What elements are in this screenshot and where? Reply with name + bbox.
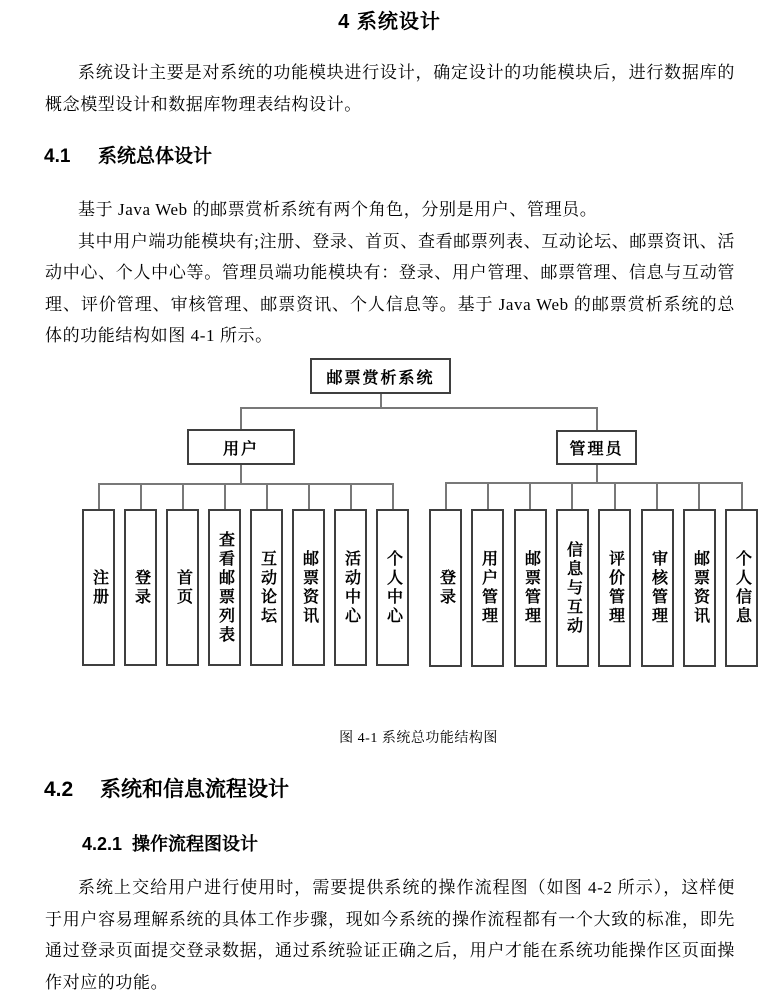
paragraph-intro — [45, 57, 735, 120]
section-title: 系统和信息流程设计 — [100, 778, 289, 801]
section-title: 系统总体设计 — [98, 146, 213, 167]
figure-caption: 图 4-1 系统总功能结构图 — [339, 731, 498, 746]
paragraph-text: 系统上交给用户进行使用时，需要提供系统的操作流程图（如图 4-2 所示），这样便于用户容易理解系统的具体工作步骤，现如今系统的操作流程都有一个大致的标准，即先通过登录页面提交登录数据，通过系统验证正确之后，用户才能在系统功能操作区页面操作对应的功能。 — [45, 878, 735, 992]
connector-line — [596, 465, 598, 482]
section-number: 4.2.1 — [82, 834, 123, 854]
diagram-leaf-label: 审核管理 — [649, 550, 667, 626]
diagram-leaf-label: 个人中心 — [384, 549, 402, 626]
diagram-leaf-node — [683, 509, 716, 667]
connector-line — [182, 483, 184, 509]
diagram-leaf-label: 注册 — [90, 568, 108, 607]
diagram-node-user: 用户 — [187, 429, 295, 465]
connector-line — [350, 483, 352, 509]
paragraph-text: 其中用户端功能模块有;注册、登录、首页、查看邮票列表、互动论坛、邮票资讯、活动中心、个人中心等。管理员端功能模块有：登录、用户管理、邮票管理、信息与互动管理、评价管理、审核管理、邮票资讯、个人信息等。基于 Java Web 的邮票赏析系统的总体的功能结构如图 4-1 所示。 — [45, 231, 735, 345]
section-number: 4.2 — [44, 778, 74, 801]
function-structure-diagram — [0, 352, 779, 692]
diagram-leaf-node — [166, 509, 199, 666]
connector-line — [98, 483, 100, 509]
diagram-leaf-label: 邮票资讯 — [300, 549, 318, 626]
diagram-leaf-label: 登录 — [132, 568, 150, 607]
connector-line — [99, 483, 393, 485]
diagram-leaf-node — [334, 509, 367, 666]
connector-line — [529, 482, 531, 509]
diagram-leaf-node — [598, 509, 631, 667]
diagram-leaf-label: 个人信息 — [733, 550, 751, 626]
diagram-node-admin: 管理员 — [556, 430, 637, 465]
paragraph-text: 系统设计主要是对系统的功能模块进行设计，确定设计的功能模块后，进行数据库的概念模型设计和数据库物理表结构设计。 — [45, 63, 735, 114]
diagram-leaf-node — [725, 509, 758, 667]
section-heading-4-1 — [44, 144, 212, 170]
diagram-node-root: 邮票赏析系统 — [310, 358, 451, 394]
diagram-leaf-node — [292, 509, 325, 666]
connector-line — [445, 482, 447, 509]
diagram-leaf-label: 互动论坛 — [258, 549, 276, 626]
section-title: 操作流程图设计 — [132, 834, 258, 854]
diagram-leaf-label: 活动中心 — [342, 549, 360, 626]
connector-line — [392, 483, 394, 509]
paragraph-text: 基于 Java Web 的邮票赏析系统有两个角色，分别是用户、管理员。 — [78, 200, 598, 219]
connector-line — [656, 482, 658, 509]
connector-line — [240, 407, 242, 429]
diagram-leaf-label: 首页 — [174, 568, 192, 607]
diagram-leaf-node — [250, 509, 283, 666]
connector-line — [446, 482, 742, 484]
diagram-leaf-label: 查看邮票列表 — [216, 530, 234, 645]
connector-line — [614, 482, 616, 509]
diagram-leaf-node — [471, 509, 504, 667]
connector-line — [266, 483, 268, 509]
diagram-leaf-label: 邮票资讯 — [691, 550, 709, 626]
connector-line — [487, 482, 489, 509]
diagram-leaf-node — [556, 509, 589, 667]
paragraph-roles — [45, 194, 735, 352]
paragraph-flowchart — [45, 872, 735, 998]
diagram-leaf-node — [514, 509, 547, 667]
section-number: 4.1 — [44, 146, 71, 167]
connector-line — [308, 483, 310, 509]
connector-line — [596, 407, 598, 430]
chapter-title: 4 系统设计 — [338, 11, 441, 33]
diagram-leaf-node — [429, 509, 462, 667]
diagram-leaf-node — [124, 509, 157, 666]
connector-line — [380, 394, 382, 407]
connector-line — [698, 482, 700, 509]
diagram-leaf-node — [376, 509, 409, 666]
diagram-leaf-label: 用户管理 — [479, 550, 497, 626]
diagram-leaf-label: 信息与互动 — [564, 540, 582, 636]
section-heading-4-2 — [44, 776, 289, 804]
diagram-leaf-label: 邮票管理 — [522, 550, 540, 626]
connector-line — [241, 407, 597, 409]
diagram-leaf-label: 评价管理 — [606, 550, 624, 626]
diagram-leaf-node — [641, 509, 674, 667]
section-heading-4-2-1 — [82, 832, 258, 857]
connector-line — [140, 483, 142, 509]
diagram-leaf-label: 登录 — [437, 569, 455, 607]
diagram-leaf-node — [208, 509, 241, 666]
connector-line — [240, 465, 242, 483]
connector-line — [571, 482, 573, 509]
connector-line — [741, 482, 743, 509]
connector-line — [224, 483, 226, 509]
diagram-leaf-node — [82, 509, 115, 666]
